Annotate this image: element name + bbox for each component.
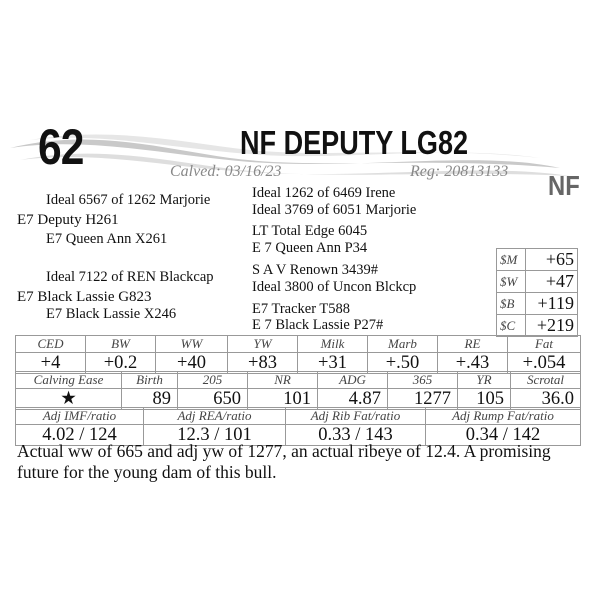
- pedigree-sire-dam: E7 Queen Ann X261: [46, 231, 168, 247]
- ultrasound-value: 0.34 / 142: [426, 425, 581, 446]
- pedigree-right-line: Ideal 3769 of 6051 Marjorie: [252, 202, 417, 218]
- performance-header: Calving Ease: [16, 372, 122, 389]
- epd-value: +31: [298, 353, 368, 374]
- performance-header: 365: [388, 372, 458, 389]
- epd-header: Fat: [508, 336, 581, 353]
- ultrasound-header: Adj REA/ratio: [144, 408, 286, 425]
- epd-header: CED: [16, 336, 86, 353]
- pedigree-right-line: S A V Renown 3439#: [252, 262, 378, 278]
- dollar-index-table: [496, 248, 578, 337]
- epd-value: +0.2: [86, 353, 156, 374]
- performance-value: 650: [178, 389, 248, 410]
- index-label: $W: [497, 271, 526, 293]
- index-value: +65: [526, 249, 578, 271]
- index-label: $B: [497, 293, 526, 315]
- performance-header: 205: [178, 372, 248, 389]
- performance-value: 4.87: [318, 389, 388, 410]
- index-label: $M: [497, 249, 526, 271]
- calving-ease-star-icon: ★: [16, 389, 122, 410]
- performance-header: YR: [458, 372, 511, 389]
- ultrasound-header-row: [16, 408, 581, 425]
- pedigree-dam-sire: Ideal 7122 of REN Blackcap: [46, 269, 214, 285]
- calved-date: Calved: 03/16/23: [170, 163, 282, 180]
- brand-mark: NF: [548, 170, 580, 201]
- ultrasound-header: Adj Rump Fat/ratio: [426, 408, 581, 425]
- pedigree-dam-dam: E7 Black Lassie X246: [46, 306, 177, 322]
- epd-value: +.43: [438, 353, 508, 374]
- performance-value: 36.0: [511, 389, 581, 410]
- epd-header: RE: [438, 336, 508, 353]
- epd-header: Milk: [298, 336, 368, 353]
- ultrasound-header: Adj IMF/ratio: [16, 408, 144, 425]
- performance-header-row: [16, 372, 581, 389]
- index-row: [497, 271, 578, 293]
- index-row: [497, 315, 578, 337]
- performance-value: 105: [458, 389, 511, 410]
- index-row: [497, 249, 578, 271]
- index-value: +219: [526, 315, 578, 337]
- performance-header: ADG: [318, 372, 388, 389]
- index-value: +119: [526, 293, 578, 315]
- epd-header: BW: [86, 336, 156, 353]
- pedigree-dam: E7 Black Lassie G823: [17, 289, 152, 305]
- performance-header: Scrotal: [511, 372, 581, 389]
- pedigree-right-line: LT Total Edge 6045: [252, 223, 368, 239]
- ultrasound-value: 4.02 / 124: [16, 425, 144, 446]
- index-value: +47: [526, 271, 578, 293]
- ultrasound-value: 0.33 / 143: [286, 425, 426, 446]
- ultrasound-header: Adj Rib Fat/ratio: [286, 408, 426, 425]
- pedigree-right-line: Ideal 3800 of Uncon Blckcp: [252, 279, 417, 295]
- pedigree-right-line: Ideal 1262 of 6469 Irene: [252, 185, 396, 201]
- epd-value: +.054: [508, 353, 581, 374]
- pedigree-right-line: E 7 Queen Ann P34: [252, 240, 368, 256]
- epd-header: YW: [228, 336, 298, 353]
- performance-value: 89: [122, 389, 178, 410]
- epd-header: WW: [156, 336, 228, 353]
- performance-header: NR: [248, 372, 318, 389]
- index-label: $C: [497, 315, 526, 337]
- epd-value: +.50: [368, 353, 438, 374]
- performance-header: Birth: [122, 372, 178, 389]
- performance-table: [15, 371, 581, 410]
- performance-value: 101: [248, 389, 318, 410]
- epd-table: [15, 335, 581, 374]
- pedigree-sire: E7 Deputy H261: [17, 212, 119, 228]
- pedigree-right-line: E7 Tracker T588: [252, 301, 351, 317]
- registration-number: Reg: 20813133: [410, 163, 509, 180]
- epd-value: +83: [228, 353, 298, 374]
- epd-value: +40: [156, 353, 228, 374]
- epd-header-row: [16, 336, 581, 353]
- epd-value: +4: [16, 353, 86, 374]
- index-row: [497, 293, 578, 315]
- lot-number: 62: [38, 119, 84, 175]
- pedigree-right-line: E 7 Black Lassie P27#: [252, 317, 384, 333]
- performance-value: 1277: [388, 389, 458, 410]
- ultrasound-value: 12.3 / 101: [144, 425, 286, 446]
- lot-comment: Actual ww of 665 and adj yw of 1277, an actual ribeye of 12.4. A promising future for the young dam of this bull.: [17, 441, 551, 482]
- pedigree-sire-sire: Ideal 6567 of 1262 Marjorie: [46, 192, 211, 208]
- epd-header: Marb: [368, 336, 438, 353]
- animal-name: NF DEPUTY LG82: [240, 124, 469, 161]
